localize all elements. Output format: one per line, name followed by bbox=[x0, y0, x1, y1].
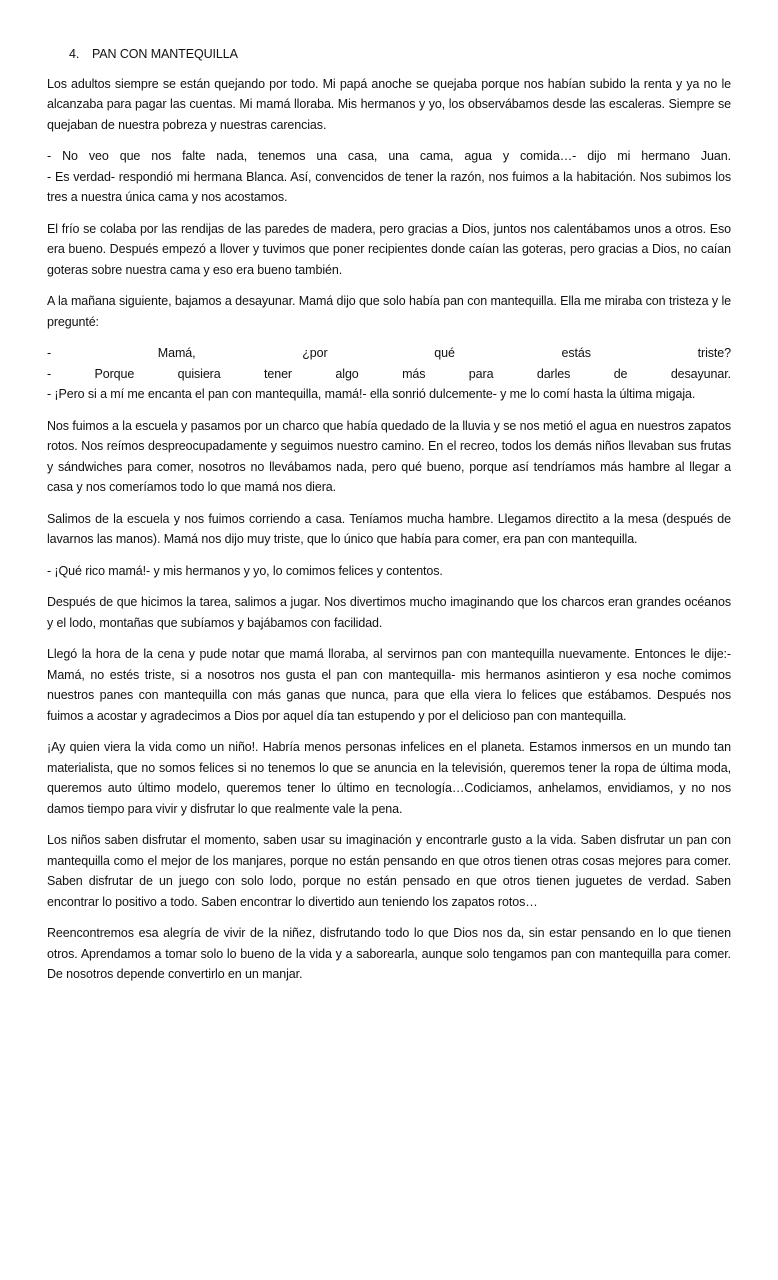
paragraph-13: Reencontremos esa alegría de vivir de la niñez, disfrutando todo lo que Dios nos da, sin estar pensando en lo que tienen otros. Aprendamos a tomar solo lo bueno de la vida y a saborearla, aunque solo tengamos pan con mantequilla para comer. De nosotros depende convertirlo en un manjar. bbox=[47, 926, 731, 981]
paragraph-11: ¡Ay quien viera la vida como un niño!. Habría menos personas infelices en el planeta. Estamos inmersos en un mundo tan materialista, que no somos felices si no tenemos lo que se anuncia en la televisión, queremos tener la ropa de última moda, queremos auto último modelo, queremos tener lo último en tecnología…Codiciamos, anhelamos, envidiamos, y no nos damos tiempo para vivir y disfrutar lo que realmente vale la pena. bbox=[47, 740, 731, 816]
dialogue-line-answer: - Porque quisiera tener algo más para darles de desayunar. bbox=[47, 366, 731, 381]
paragraph-2 bbox=[47, 146, 731, 208]
dialogue-line-question: - Mamá, ¿por qué estás triste? bbox=[47, 346, 731, 360]
paragraph-3: El frío se colaba por las rendijas de las paredes de madera, pero gracias a Dios, juntos nos calentábamos unos a otros. Eso era bueno. Después empezó a llover y tuvimos que poner recipientes donde caían las goteras, pero gracias a Dios, no caían goteras sobre nuestra cama y eso era bueno también. bbox=[47, 221, 731, 277]
dialogue-line-blanca: - Es verdad- respondió mi hermana Blanca. Así, convencidos de tener la razón, nos fuimos a la habitación. Nos subimos los tres a nuestra única cama y nos acostamos. bbox=[47, 169, 731, 204]
paragraph-5 bbox=[47, 343, 731, 405]
paragraph-10: Llegó la hora de la cena y pude notar que mamá lloraba, al servirnos pan con mantequilla nuevamente. Entonces le dije:- Mamá, no estés triste, si a nosotros nos gusta el pan con mantequilla- mis hermanos asintieron y esa noche comimos nuestros panes con mantequilla con más ganas que nunca, para que ella viera lo felices que estábamos. Después nos fuimos a acostar y agradecimos a Dios por aquel día tan estupendo y por el delicioso pan con mantequilla. bbox=[47, 647, 731, 723]
paragraph-7: Salimos de la escuela y nos fuimos corriendo a casa. Teníamos mucha hambre. Llegamos directito a la mesa (después de lavarnos las manos). Mamá nos dijo muy triste, que lo único que había para comer, era pan con mantequilla. bbox=[47, 511, 731, 546]
chapter-heading bbox=[47, 44, 731, 65]
paragraph-4: A la mañana siguiente, bajamos a desayunar. Mamá dijo que solo había pan con mantequilla. Ella me miraba con tristeza y le pregunté: bbox=[47, 294, 731, 329]
dialogue-line-juan: - No veo que nos falte nada, tenemos una casa, una cama, agua y comida…- dijo mi hermano Juan. bbox=[47, 149, 731, 163]
paragraph-12: Los niños saben disfrutar el momento, saben usar su imaginación y encontrarle gusto a la vida. Saben disfrutar un pan con mantequilla como el mejor de los manjares, porque no están pensando en que otros tienen otras cosas mejores para comer. Saben disfrutar de un juego con solo lodo, porque no están pensado en que otros tienen juguetes de verdad. Saben encontrar lo positivo a todo. Saben encontrar lo divertido aun teniendo los zapatos rotos… bbox=[47, 833, 731, 909]
dialogue-line-reply: - ¡Pero si a mí me encanta el pan con mantequilla, mamá!- ella sonrió dulcemente- y me lo comí hasta la última migaja. bbox=[47, 387, 696, 401]
chapter-number: 4. bbox=[69, 47, 80, 61]
paragraph-6: Nos fuimos a la escuela y pasamos por un charco que había quedado de la lluvia y se nos metió el agua en nuestros zapatos rotos. Nos reímos despreocupadamente y seguimos nuestro camino. En el recreo, todos los demás niños llevaban sus frutas y sándwiches para comer, nosotros no llevábamos nada, pero qué bueno, porque así tendríamos más hambre al llegar a casa y nos comeríamos todo lo que mamá nos diera. bbox=[47, 418, 731, 494]
chapter-title: PAN CON MANTEQUILLA bbox=[92, 47, 238, 61]
paragraph-1: Los adultos siempre se están quejando por todo. Mi papá anoche se quejaba porque nos habían subido la renta y ya no le alcanzaba para pagar las cuentas. Mi mamá lloraba. Mis hermanos y yo, los observábamos desde las escaleras. Siempre se quejaban de nuestra pobreza y nuestras carencias. bbox=[47, 76, 731, 132]
document-page bbox=[47, 44, 731, 996]
paragraph-9: Después de que hicimos la tarea, salimos a jugar. Nos divertimos mucho imaginando que los charcos eran grandes océanos y el lodo, montañas que subíamos y bajábamos con facilidad. bbox=[47, 595, 731, 630]
paragraph-8: - ¡Qué rico mamá!- y mis hermanos y yo, lo comimos felices y contentos. bbox=[47, 563, 443, 578]
